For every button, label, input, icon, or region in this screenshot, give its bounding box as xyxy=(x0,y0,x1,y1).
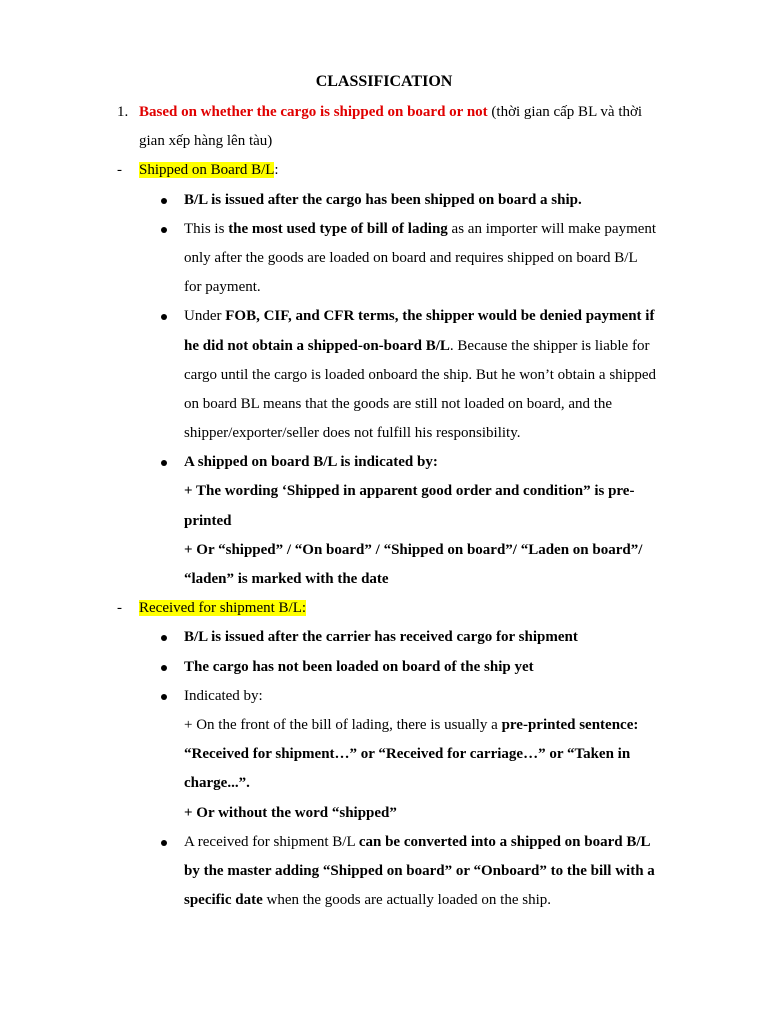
bullet-text: B/L is issued after the carrier has received cargo for shipment xyxy=(184,629,578,646)
bullet-text: Indicated by: xyxy=(184,687,263,704)
bullet-text: charge...”. xyxy=(184,775,250,792)
bold-run: the most used type of bill of lading xyxy=(228,220,448,237)
heading-continuation: gian xếp hàng lên tàu) xyxy=(139,133,273,150)
list-item-continuation xyxy=(0,419,768,448)
bullet-text: “laden” is marked with the date xyxy=(184,571,389,587)
received-section-heading xyxy=(0,594,768,623)
bullet-text: + Or “shipped” / “On board” / “Shipped on board”/ “Laden on board”/ xyxy=(184,541,643,558)
bullet-text xyxy=(184,302,654,331)
bullet-icon xyxy=(161,227,167,233)
bullet-text: The cargo has not been loaded on board of the ship yet xyxy=(184,658,534,675)
text-run: as an importer will make payment xyxy=(447,220,657,237)
heading-red-text: Based on whether the cargo is shipped on board or not xyxy=(139,104,488,120)
list-item-continuation xyxy=(0,536,768,565)
text-run: + On the front of the bill of lading, there is usually a xyxy=(184,716,502,733)
list-item xyxy=(0,682,768,711)
list-item-continuation xyxy=(0,565,768,594)
bullet-text: printed xyxy=(184,512,232,529)
heading-rest-text: (thời gian cấp BL và thời xyxy=(487,104,643,120)
bullet-text: by the master adding “Shipped on board” or “Onboard” to the bill with a xyxy=(184,862,655,879)
list-item-continuation xyxy=(0,799,768,828)
list-item-continuation xyxy=(0,711,768,740)
bullet-text: only after the goods are loaded on board and requires shipped on board B/L xyxy=(184,249,638,266)
list-item-continuation xyxy=(0,740,768,769)
bullet-icon xyxy=(161,840,167,846)
list-item xyxy=(0,653,768,682)
list-item-continuation xyxy=(0,507,768,536)
bold-run: he did not obtain a shipped-on-board B/L xyxy=(184,337,450,354)
list-item-continuation xyxy=(0,332,768,361)
bold-run: FOB, CIF, and CFR terms, the shipper would be denied payment if xyxy=(225,308,655,325)
list-item-continuation xyxy=(0,390,768,419)
bullet-text xyxy=(184,332,649,361)
text-run: A received for shipment B/L xyxy=(184,833,359,850)
bullet-text: shipper/exporter/seller does not fulfill his responsibility. xyxy=(184,425,521,442)
bullet-icon xyxy=(161,694,167,700)
bullet-icon xyxy=(161,665,167,671)
heading-line-1 xyxy=(0,98,768,127)
bullet-text: B/L is issued after the cargo has been shipped on board a ship. xyxy=(184,191,582,208)
bullet-icon xyxy=(161,460,167,466)
text-run: . Because the shipper is liable for xyxy=(449,337,650,354)
list-item-continuation xyxy=(0,361,768,390)
bullet-text: A shipped on board B/L is indicated by: xyxy=(184,454,438,471)
list-item xyxy=(0,828,768,857)
bold-run: specific date xyxy=(184,892,263,909)
shipped-label-highlight: Shipped on Board B/L xyxy=(139,162,275,179)
heading-number: 1. xyxy=(117,104,129,120)
bullet-text: + Or without the word “shipped” xyxy=(184,804,397,821)
bullet-text xyxy=(184,886,551,915)
bullet-text: for payment. xyxy=(184,279,261,296)
bold-run: pre-printed sentence: xyxy=(501,716,639,733)
document-body xyxy=(0,98,768,915)
list-item xyxy=(0,623,768,652)
bullet-text xyxy=(184,828,651,857)
bullet-text: on board BL means that the goods are still not loaded on board, and the xyxy=(184,395,613,412)
list-item-continuation xyxy=(0,769,768,798)
list-item-continuation xyxy=(0,886,768,915)
list-item xyxy=(0,448,768,477)
bullet-icon xyxy=(161,314,167,320)
text-run: Under xyxy=(184,308,226,325)
list-item-continuation xyxy=(0,244,768,273)
list-item xyxy=(0,302,768,331)
bullet-text: cargo until the cargo is loaded onboard the ship. But he won’t obtain a shipped xyxy=(184,366,656,383)
received-label-highlight: Received for shipment B/L: xyxy=(139,600,307,617)
list-item-continuation xyxy=(0,477,768,506)
list-item xyxy=(0,186,768,215)
bold-run: can be converted into a shipped on board B/L xyxy=(358,833,651,850)
bullet-text xyxy=(184,215,656,244)
document-title: CLASSIFICATION xyxy=(315,73,453,90)
shipped-section-heading xyxy=(0,156,768,185)
text-run: This is xyxy=(184,220,229,237)
dash-marker: - xyxy=(117,600,122,617)
bullet-text xyxy=(184,711,638,740)
list-item xyxy=(0,215,768,244)
list-item-continuation xyxy=(0,273,768,302)
shipped-label-wrap xyxy=(139,156,279,185)
bullet-text: “Received for shipment…” or “Received for carriage…” or “Taken in xyxy=(184,746,631,763)
bullet-icon xyxy=(161,635,167,641)
received-label-wrap xyxy=(139,594,306,623)
text-run: when the goods are actually loaded on the ship. xyxy=(262,892,551,909)
bullet-icon xyxy=(161,198,167,204)
bullet-text: + The wording ‘Shipped in apparent good order and condition” is pre- xyxy=(184,483,635,500)
shipped-label-colon: : xyxy=(274,162,279,179)
list-item-continuation xyxy=(0,857,768,886)
heading-line-2 xyxy=(0,127,768,156)
heading-text xyxy=(139,98,642,127)
dash-marker: - xyxy=(117,162,122,179)
